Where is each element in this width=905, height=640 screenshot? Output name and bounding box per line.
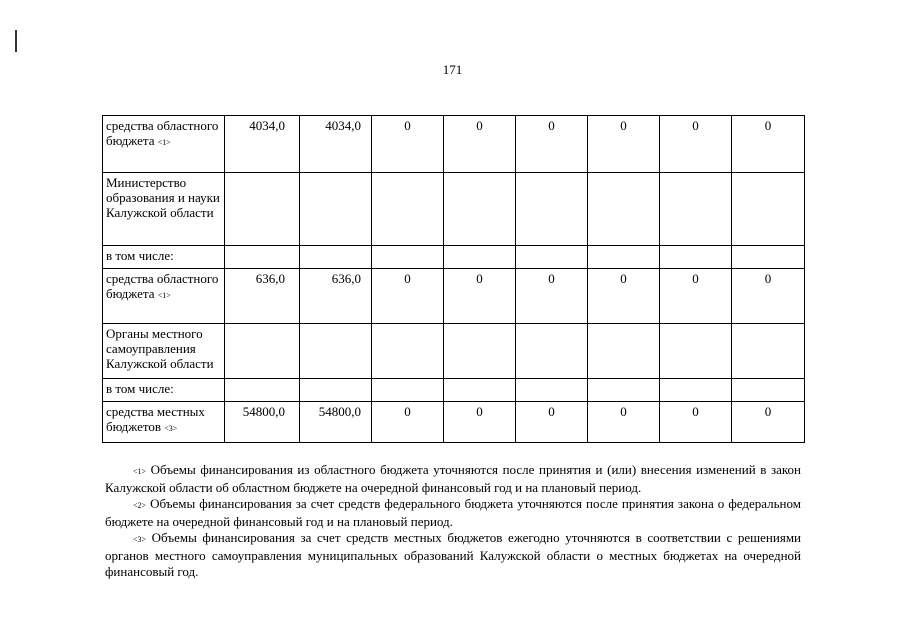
table-cell: 0: [516, 402, 588, 443]
table-cell: [372, 324, 444, 379]
table-cell: 0: [516, 116, 588, 173]
footnote: [105, 530, 801, 580]
table-cell: 4034,0: [300, 116, 372, 173]
table-cell: [444, 173, 516, 246]
table-cell: [372, 173, 444, 246]
table-cell: [225, 379, 300, 402]
table-row: [103, 402, 805, 443]
footnote-ref: <1>: [157, 291, 171, 300]
row-label: средства областного бюджета <1>: [103, 116, 225, 173]
footnote-ref: <1>: [157, 138, 171, 147]
table-cell: 636,0: [225, 269, 300, 324]
table-cell: [660, 324, 732, 379]
footnote-text: Объемы финансирования из областного бюджета уточняются после принятия и (или) внесения изменений в закон Калужской области об областном бюджете на очередной финансовый год и на плановый период.: [105, 462, 802, 495]
table-cell: [588, 173, 660, 246]
table-cell: [588, 324, 660, 379]
row-label: в том числе:: [103, 246, 225, 269]
table-cell: 0: [660, 116, 732, 173]
table-row: [103, 116, 805, 173]
footnote-ref: <3>: [164, 424, 178, 433]
table-cell: [225, 173, 300, 246]
table-row: [103, 324, 805, 379]
table-cell: 0: [732, 402, 805, 443]
table-cell: [516, 246, 588, 269]
table-cell: [300, 379, 372, 402]
footnotes: [105, 462, 801, 580]
footnote-marker: <2>: [133, 501, 147, 510]
table-cell: [225, 324, 300, 379]
table-cell: [732, 324, 805, 379]
table-cell: 0: [732, 269, 805, 324]
table-cell: [516, 173, 588, 246]
table-cell: 0: [372, 116, 444, 173]
table-cell: [300, 324, 372, 379]
table-cell: 0: [588, 116, 660, 173]
table-cell: 54800,0: [225, 402, 300, 443]
footnote: [105, 496, 801, 530]
table-cell: [660, 173, 732, 246]
table-cell: [300, 173, 372, 246]
table-row: [103, 246, 805, 269]
table-cell: [372, 246, 444, 269]
table-row: [103, 269, 805, 324]
row-label: средства местных бюджетов <3>: [103, 402, 225, 443]
table-cell: [588, 379, 660, 402]
table-cell: [516, 324, 588, 379]
footnote: [105, 462, 801, 496]
table-row: [103, 379, 805, 402]
table-cell: [732, 173, 805, 246]
table-cell: 0: [660, 402, 732, 443]
table-cell: 4034,0: [225, 116, 300, 173]
table-cell: [660, 246, 732, 269]
table-row: [103, 173, 805, 246]
table-cell: [732, 379, 805, 402]
table-cell: 0: [444, 269, 516, 324]
table-cell: 0: [588, 269, 660, 324]
table-cell: [444, 379, 516, 402]
footnote-text: Объемы финансирования за счет средств федерального бюджета уточняются после принятия закона о федеральном бюджете на очередной финансовый год и на плановый период.: [105, 496, 801, 529]
table-cell: 54800,0: [300, 402, 372, 443]
table-cell: 636,0: [300, 269, 372, 324]
table-cell: 0: [444, 402, 516, 443]
table-cell: 0: [588, 402, 660, 443]
table-cell: [444, 246, 516, 269]
table-cell: [444, 324, 516, 379]
table-cell: 0: [516, 269, 588, 324]
table-cell: 0: [444, 116, 516, 173]
table-cell: 0: [732, 116, 805, 173]
budget-table: [102, 115, 805, 443]
table-cell: 0: [372, 402, 444, 443]
footnote-text: Объемы финансирования за счет средств местных бюджетов ежегодно уточняются в соответствии с решениями органов местного самоуправления муниципальных образований Калужской области о местных бюджетах на очередной финансовый год.: [105, 530, 802, 579]
row-label: Органы местного самоуправления Калужской области: [103, 324, 225, 379]
table-cell: [225, 246, 300, 269]
table-cell: [300, 246, 372, 269]
margin-mark: [15, 30, 17, 52]
row-label: средства областного бюджета <1>: [103, 269, 225, 324]
table-cell: 0: [660, 269, 732, 324]
row-label: в том числе:: [103, 379, 225, 402]
row-label: Министерство образования и науки Калужской области: [103, 173, 225, 246]
page-number: 171: [442, 62, 463, 77]
table-cell: [588, 246, 660, 269]
table-cell: [660, 379, 732, 402]
table-cell: 0: [372, 269, 444, 324]
table-cell: [516, 379, 588, 402]
footnote-marker: <3>: [133, 535, 147, 544]
table-cell: [732, 246, 805, 269]
table-cell: [372, 379, 444, 402]
footnote-marker: <1>: [133, 467, 147, 476]
